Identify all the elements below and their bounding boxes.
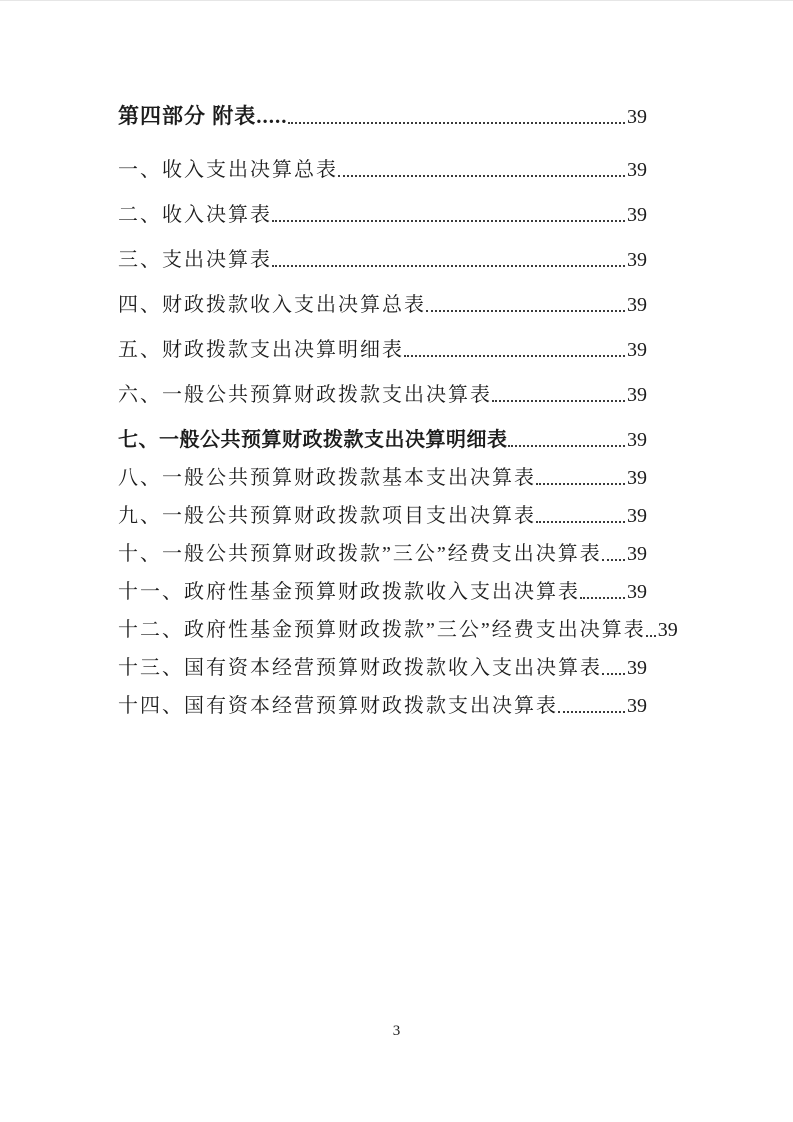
toc-heading-label: 第四部分 附表..... bbox=[118, 104, 288, 128]
toc-entry-label: 五、财政拨款支出决算明细表 bbox=[118, 339, 404, 362]
toc-entry-label: 十四、国有资本经营预算财政拨款支出决算表 bbox=[118, 695, 558, 718]
toc-entry-page-number: 39 bbox=[627, 159, 647, 182]
toc-entry bbox=[118, 581, 647, 603]
toc-entry-page-number: 39 bbox=[627, 339, 647, 362]
toc-entry-label: 九、一般公共预算财政拨款项目支出决算表 bbox=[118, 505, 536, 528]
dot-leader bbox=[536, 483, 625, 485]
dot-leader bbox=[536, 521, 625, 523]
dot-leader bbox=[580, 597, 625, 599]
toc-entry bbox=[118, 467, 647, 489]
dot-leader bbox=[272, 220, 625, 222]
toc-entry-list bbox=[118, 159, 678, 718]
toc-heading-page-number: 39 bbox=[627, 106, 647, 129]
toc-entry bbox=[118, 657, 647, 679]
toc-entry-page-number: 39 bbox=[627, 294, 647, 317]
toc-entry-page-number: 39 bbox=[627, 543, 647, 566]
toc-entry-page-number: 39 bbox=[627, 505, 647, 528]
toc-entry-page-number: 39 bbox=[657, 619, 678, 642]
toc-entry-label: 四、财政拨款收入支出决算总表 bbox=[118, 294, 426, 317]
toc-entry-label: 十一、政府性基金预算财政拨款收入支出决算表 bbox=[118, 581, 580, 604]
toc-entry-page-number: 39 bbox=[627, 695, 647, 718]
toc-entry bbox=[118, 339, 647, 361]
toc-entry bbox=[118, 695, 647, 717]
toc-entry-page-number: 39 bbox=[627, 429, 647, 452]
toc-entry-page-number: 39 bbox=[627, 467, 647, 490]
toc-entry-page-number: 39 bbox=[627, 384, 647, 407]
dot-leader bbox=[508, 445, 626, 447]
toc-entry bbox=[118, 249, 647, 271]
toc-heading-row bbox=[118, 105, 647, 128]
toc-entry bbox=[118, 619, 678, 642]
dot-leader bbox=[404, 355, 625, 357]
toc-entry bbox=[118, 429, 647, 451]
toc-entry-label: 一、收入支出决算总表 bbox=[118, 159, 338, 182]
toc-entry bbox=[118, 159, 647, 181]
toc-entry-page-number: 39 bbox=[627, 204, 647, 227]
table-of-contents bbox=[118, 104, 678, 718]
toc-entry-label: 十三、国有资本经营预算财政拨款收入支出决算表 bbox=[118, 657, 602, 680]
dot-leader bbox=[288, 122, 626, 124]
toc-entry bbox=[118, 505, 647, 527]
toc-entry-page-number: 39 bbox=[627, 249, 647, 272]
dot-leader bbox=[272, 265, 625, 267]
toc-entry bbox=[118, 294, 647, 316]
toc-entry-label: 三、支出决算表 bbox=[118, 249, 272, 272]
toc-entry-label: 二、收入决算表 bbox=[118, 204, 272, 227]
toc-entry-page-number: 39 bbox=[627, 657, 647, 680]
toc-entry-label: 六、一般公共预算财政拨款支出决算表 bbox=[118, 384, 492, 407]
dot-leader bbox=[338, 175, 625, 177]
dot-leader bbox=[602, 673, 625, 675]
toc-entry-label: 八、一般公共预算财政拨款基本支出决算表 bbox=[118, 467, 536, 490]
toc-entry-label: 七、一般公共预算财政拨款支出决算明细表 bbox=[118, 429, 508, 452]
toc-entry bbox=[118, 543, 647, 565]
toc-entry bbox=[118, 204, 647, 226]
dot-leader bbox=[558, 711, 625, 713]
dot-leader bbox=[426, 310, 625, 312]
toc-entry bbox=[118, 384, 647, 406]
toc-entry-label: 十、一般公共预算财政拨款”三公”经费支出决算表 bbox=[118, 543, 602, 566]
footer-page-number: 3 bbox=[392, 1023, 401, 1039]
toc-entry-page-number: 39 bbox=[627, 581, 647, 604]
dot-leader bbox=[492, 400, 625, 402]
dot-leader bbox=[646, 635, 656, 637]
dot-leader bbox=[602, 559, 625, 561]
toc-entry-label: 十二、政府性基金预算财政拨款”三公”经费支出决算表 bbox=[118, 619, 646, 642]
